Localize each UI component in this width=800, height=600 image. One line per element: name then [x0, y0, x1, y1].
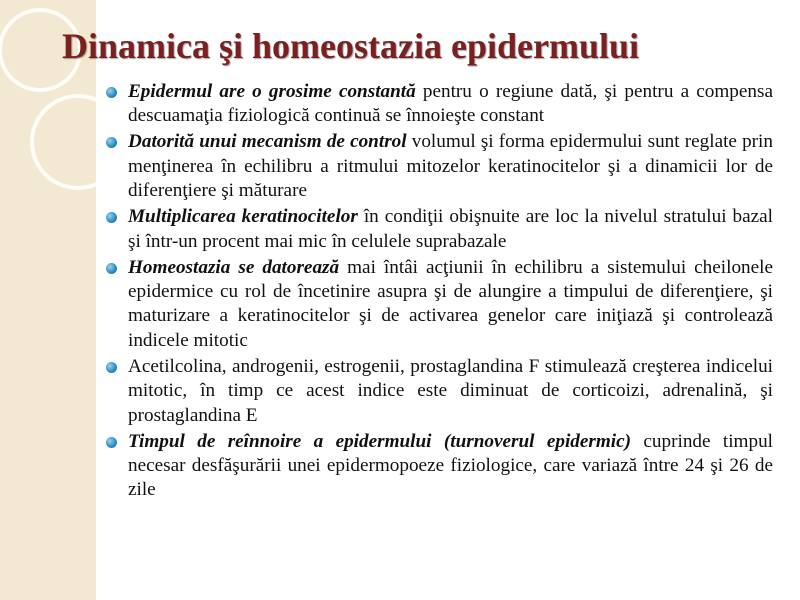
bullet-icon: [106, 87, 117, 98]
bullet-lead: Datorită unui mecanism de control: [128, 131, 407, 153]
bullet-text: Acetilcolina, androgenii, estrogenii, prostaglandina F stimulează creşterea indicelui mitotic, în timp ce acest indice este diminuat de corticoizi, adrenalină, şi prostaglandina E: [128, 355, 773, 426]
list-item: [106, 355, 773, 428]
bullet-icon: [106, 137, 117, 148]
slide-title: Dinamica şi homeostazia epidermului: [62, 26, 639, 66]
bullet-lead: Multiplicarea keratinocitelor: [128, 206, 358, 228]
list-item: [106, 256, 773, 354]
list-item: [106, 130, 773, 203]
decorative-circles-icon: [0, 0, 96, 600]
bullet-list: [106, 80, 773, 504]
bullet-text: volumul şi forma epidermului sunt reglate prin menţinerea în echilibru a ritmului mitozelor keratinocitelor şi a dinamicii lor de diferenţiere şi măturare: [128, 131, 773, 202]
bullet-lead: Timpul de reînnoire a epidermului (turnoverul epidermic): [128, 430, 632, 452]
list-item: [106, 80, 773, 129]
bullet-text: în condiţii obişnuite are loc la nivelul stratului bazal şi într-un procent mai mic în celulele suprabazale: [128, 206, 773, 252]
bullet-icon: [106, 362, 117, 373]
bullet-icon: [106, 212, 117, 223]
list-item: [106, 430, 773, 503]
bullet-text: pentru o regiune dată, şi pentru a compensa descuamaţia fiziologică continuă se înnoieşte constant: [128, 81, 773, 127]
bullet-text: mai întâi acţiunii în echilibru a sistemului cheilonele epidermice cu rol de încetinire asupra şi de alungire a timpului de diferenţiere, şi maturizare a keratinocitelor şi de activarea genelor care iniţiază şi controlează indicele mitotic: [128, 256, 774, 351]
decorative-side-band: [0, 0, 96, 600]
bullet-icon: [106, 437, 117, 448]
bullet-lead: Homeostazia se datorează: [128, 256, 340, 278]
list-item: [106, 205, 773, 254]
bullet-lead: Epidermul are o grosime constantă: [128, 81, 416, 102]
bullet-text: cuprinde timpul necesar desfăşurării unei epidermopoeze fiziologice, care variază între 24 şi 26 de zile: [128, 430, 773, 501]
bullet-icon: [106, 263, 117, 274]
